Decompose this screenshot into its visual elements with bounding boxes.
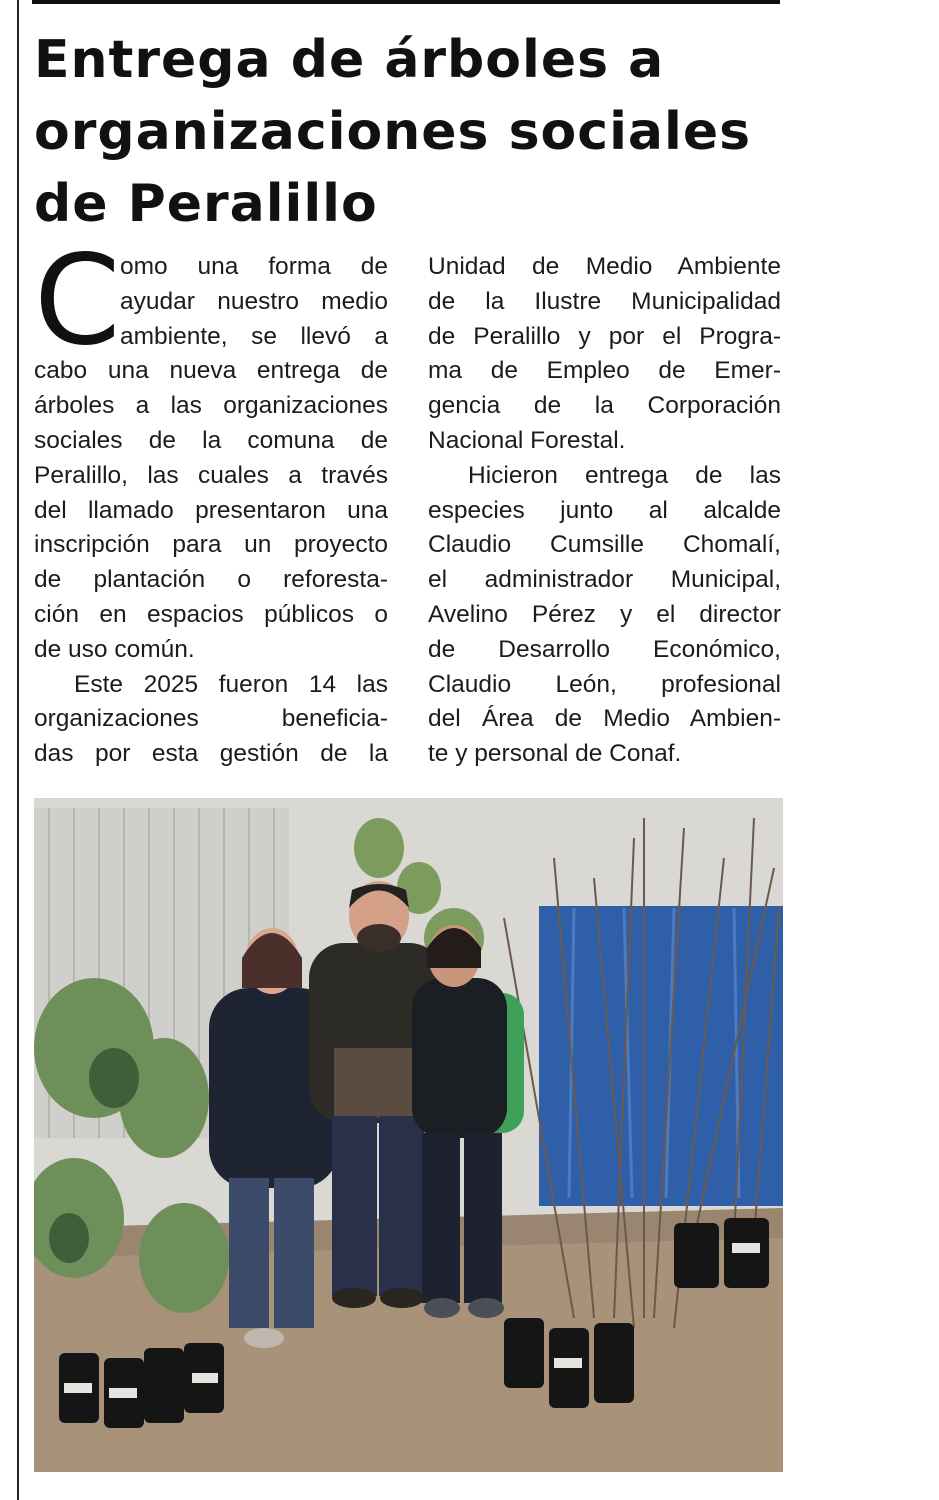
article-photo: [34, 798, 783, 1472]
photo-illustration: [34, 798, 783, 1472]
body-line: sociales de la comuna de: [34, 426, 388, 454]
headline-line: Entrega de árboles a: [34, 30, 665, 90]
body-line: organizaciones beneficia-: [34, 705, 388, 733]
body-line: ción en espacios públicos o: [34, 600, 388, 628]
body-line: Claudio Cumsille Chomalí,: [428, 531, 781, 559]
body-line: Avelino Pérez y el director: [428, 600, 781, 628]
body-line: das por esta gestión de la: [34, 740, 388, 768]
body-line: ma de Empleo de Emer-: [428, 357, 781, 385]
body-line: inscripción para un proyecto: [34, 531, 388, 559]
body-line: gencia de la Corporación: [428, 392, 781, 420]
left-column-rule: [17, 0, 19, 1500]
body-line: Peralillo, las cuales a través: [34, 461, 388, 489]
body-line: te y personal de Conaf.: [428, 740, 682, 768]
body-line: de Desarrollo Económico,: [428, 635, 781, 663]
body-line: de plantación o reforesta-: [34, 566, 388, 594]
body-line: árboles a las organizaciones: [34, 392, 388, 420]
body-line: omo una forma de: [120, 253, 388, 280]
article-headline: [34, 24, 794, 240]
body-line: del llamado presentaron una: [34, 496, 388, 524]
body-line: de la Ilustre Municipalidad: [428, 287, 781, 315]
body-line: Unidad de Medio Ambiente: [428, 253, 781, 280]
body-line: ayudar nuestro medio: [120, 287, 388, 315]
drop-cap: C: [34, 229, 121, 373]
body-line: Hicieron entrega de las: [468, 461, 781, 489]
body-line: de uso común.: [34, 635, 195, 663]
body-line: del Área de Medio Ambien-: [428, 705, 781, 733]
headline-line: organizaciones sociales: [34, 102, 752, 162]
body-line: de Peralillo y por el Progra-: [428, 322, 781, 350]
body-line: cabo una nueva entrega de: [34, 357, 388, 385]
article-column-left: [34, 250, 388, 772]
article-column-right: [428, 250, 781, 772]
body-line: el administrador Municipal,: [428, 566, 781, 594]
blue-tarp: [539, 906, 783, 1206]
headline-line: de Peralillo: [34, 174, 378, 234]
body-line: especies junto al alcalde: [428, 496, 781, 524]
body-line: ambiente, se llevó a: [120, 322, 388, 350]
body-line: Este 2025 fueron 14 las: [74, 670, 388, 698]
body-line: Nacional Forestal.: [428, 426, 626, 454]
body-line: Claudio León, profesional: [428, 670, 781, 698]
top-rule: [32, 0, 780, 4]
